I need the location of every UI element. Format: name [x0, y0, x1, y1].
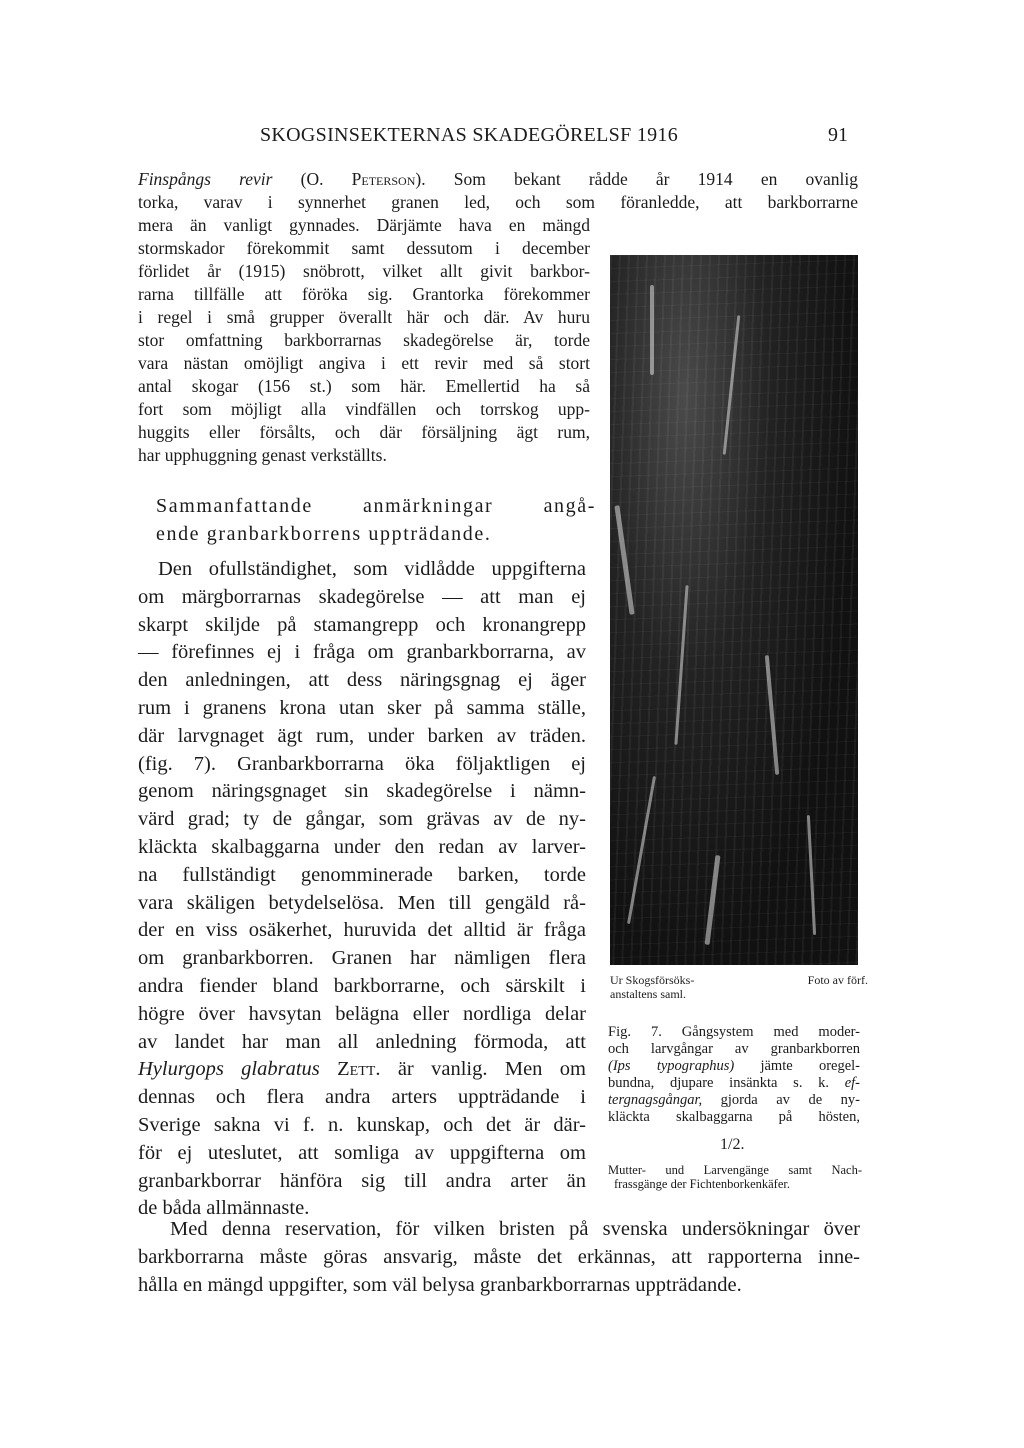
text-line: vara skäligen betydelselösa. Men till gengäld rå- — [138, 891, 586, 914]
text-line: Den ofullständighet, som vidlådde uppgifterna — [158, 558, 586, 580]
paragraph-finspang-narrow — [138, 214, 590, 467]
species-author: Zett — [337, 1058, 376, 1081]
text-line: fort som möjligt alla vindfällen och torrskog upp- — [138, 399, 590, 419]
text-line: andra fiender bland barkborrarne, och särskilt i — [138, 974, 586, 997]
text-line: Hylurgops glabratus Zett. är vanlig. Men om — [138, 1058, 586, 1081]
text-line: om märgborrarnas skadegörelse — att man ej — [138, 585, 586, 608]
text-line: av landet har man all anledning förmoda, att — [138, 1030, 586, 1053]
text-line: för ej uteslutet, att somliga av uppgifterna om — [138, 1141, 586, 1164]
paragraph-reservation — [138, 1216, 860, 1299]
text-line: genom näringsgnaget sin skadegörelse i nämn- — [138, 780, 586, 803]
gallery-mark — [650, 285, 654, 375]
text-line: der en viss osäkerhet, huruvida det alltid är fråga — [138, 919, 586, 942]
photo-source: Ur Skogsförsöks- anstaltens saml. — [610, 973, 695, 1001]
species-name: Hylurgops glabratus — [138, 1058, 320, 1081]
text-line: mera än vanligt gynnades. Därjämte hava en mängd — [138, 215, 590, 235]
text-line: förlidet år (1915) snöbrott, vilket allt givit barkbor- — [138, 261, 590, 281]
text-line: Finspångs revir (O. Peterson). Som bekant rådde år 1914 en ovanlig — [138, 169, 858, 189]
text-line: stormskador förekommit samt dessutom i december — [138, 238, 590, 258]
text-line: rum i granens krona utan sker på samma ställe, — [138, 696, 586, 719]
figure-label: Fig. 7. — [608, 1024, 662, 1040]
gallery-mark — [807, 815, 816, 935]
text-line: stor omfattning barkborrarnas skadegörelse är, torde — [138, 330, 590, 350]
section-heading: Sammanfattande anmärkningar angå- ende granbarkborrens uppträdande. — [156, 495, 596, 545]
figure-scale: 1/2. — [720, 1136, 745, 1153]
text-line: hålla en mängd uppgifter, som väl belysa granbarkborrarnas uppträdande. — [138, 1273, 742, 1296]
gallery-mark — [765, 655, 779, 775]
text-line: skarpt skiljde på stamangrepp och kronangrepp — [138, 613, 586, 636]
text-line: den anledningen, att dess näringsgnag ej äger — [138, 669, 586, 692]
text-line: — förefinnes ej i fråga om granbarkborrarna, av — [138, 641, 586, 664]
text-line: antal skogar (156 st.) som här. Emellertid ha så — [138, 376, 590, 396]
figure-caption-german: Mutter- und Larvengänge samt Nach- frassgänge der Fichtenborkenkäfer. — [608, 1163, 862, 1191]
photo-credit: Foto av förf. — [807, 973, 868, 987]
paragraph-finspang-wide — [138, 168, 858, 214]
text-line: dennas och flera andra arters uppträdande i — [138, 1086, 586, 1109]
text-line: de båda allmännaste. — [138, 1197, 310, 1220]
text-line: där larvgnaget ägt rum, under barken av träden. — [138, 724, 586, 747]
text-line: torka, varav i synnerhet granen led, och som föranledde, att barkborrarne — [138, 192, 858, 212]
text-line: kläckta skalbaggarna under den redan av larver- — [138, 835, 586, 858]
text-line: granbarkborrar hänföra sig till andra arter än — [138, 1169, 586, 1192]
text-line: na fullständigt genomminerade barken, torde — [138, 863, 586, 886]
location-name: Finspångs revir — [138, 169, 273, 189]
text-line: har upphuggning genast verkställts. — [138, 445, 387, 465]
gallery-mark — [627, 776, 656, 924]
text-line: om granbarkborren. Granen har nämligen flera — [138, 947, 586, 970]
text-line: Sverige sakna vi f. n. kunskap, och det är där- — [138, 1113, 586, 1136]
text-line: (fig. 7). Granbarkborrarna öka följaktligen ej — [138, 752, 586, 775]
bark-beetle-gallery-photo — [610, 255, 858, 965]
figure-caption: Fig. 7. Gångsystem med moder- och larvgångar av granbarkborren (Ips typographus) jämte oregel- bundna, djupare insänkta s. k. ef- tergnagsgångar, gjorda av de ny- kläckta skalbaggarna på hösten, — [608, 1024, 861, 1125]
text-line: i regel i små grupper överallt här och där. Av huru — [138, 307, 590, 327]
gallery-mark — [723, 315, 741, 455]
paragraph-summary — [138, 556, 586, 1223]
text-line: rarna tillfälle att föröka sig. Grantorka förekommer — [138, 284, 590, 304]
text-line: Med denna reservation, för vilken bristen på svenska undersökningar över — [170, 1218, 860, 1240]
text-line: vara nästan omöjligt angiva i ett revir med så stort — [138, 353, 590, 373]
gallery-mark — [614, 505, 634, 615]
gallery-mark — [674, 585, 688, 745]
text-line: barkborrarna måste göras ansvarig, måste det erkännas, att rapporterna inne- — [138, 1245, 860, 1268]
text-line: högre över havsytan belägna eller nordliga delar — [138, 1002, 586, 1025]
author-name: Peterson — [351, 169, 416, 189]
text-line: huggits eller försålts, och där försäljning ägt rum, — [138, 422, 590, 442]
text-line: värd grad; ty de gångar, som grävas av de ny- — [138, 808, 586, 831]
gallery-mark — [705, 855, 721, 945]
running-header: SKOGSINSEKTERNAS SKADEGÖRELSF 1916 — [260, 124, 679, 146]
page-number: 91 — [828, 124, 848, 146]
